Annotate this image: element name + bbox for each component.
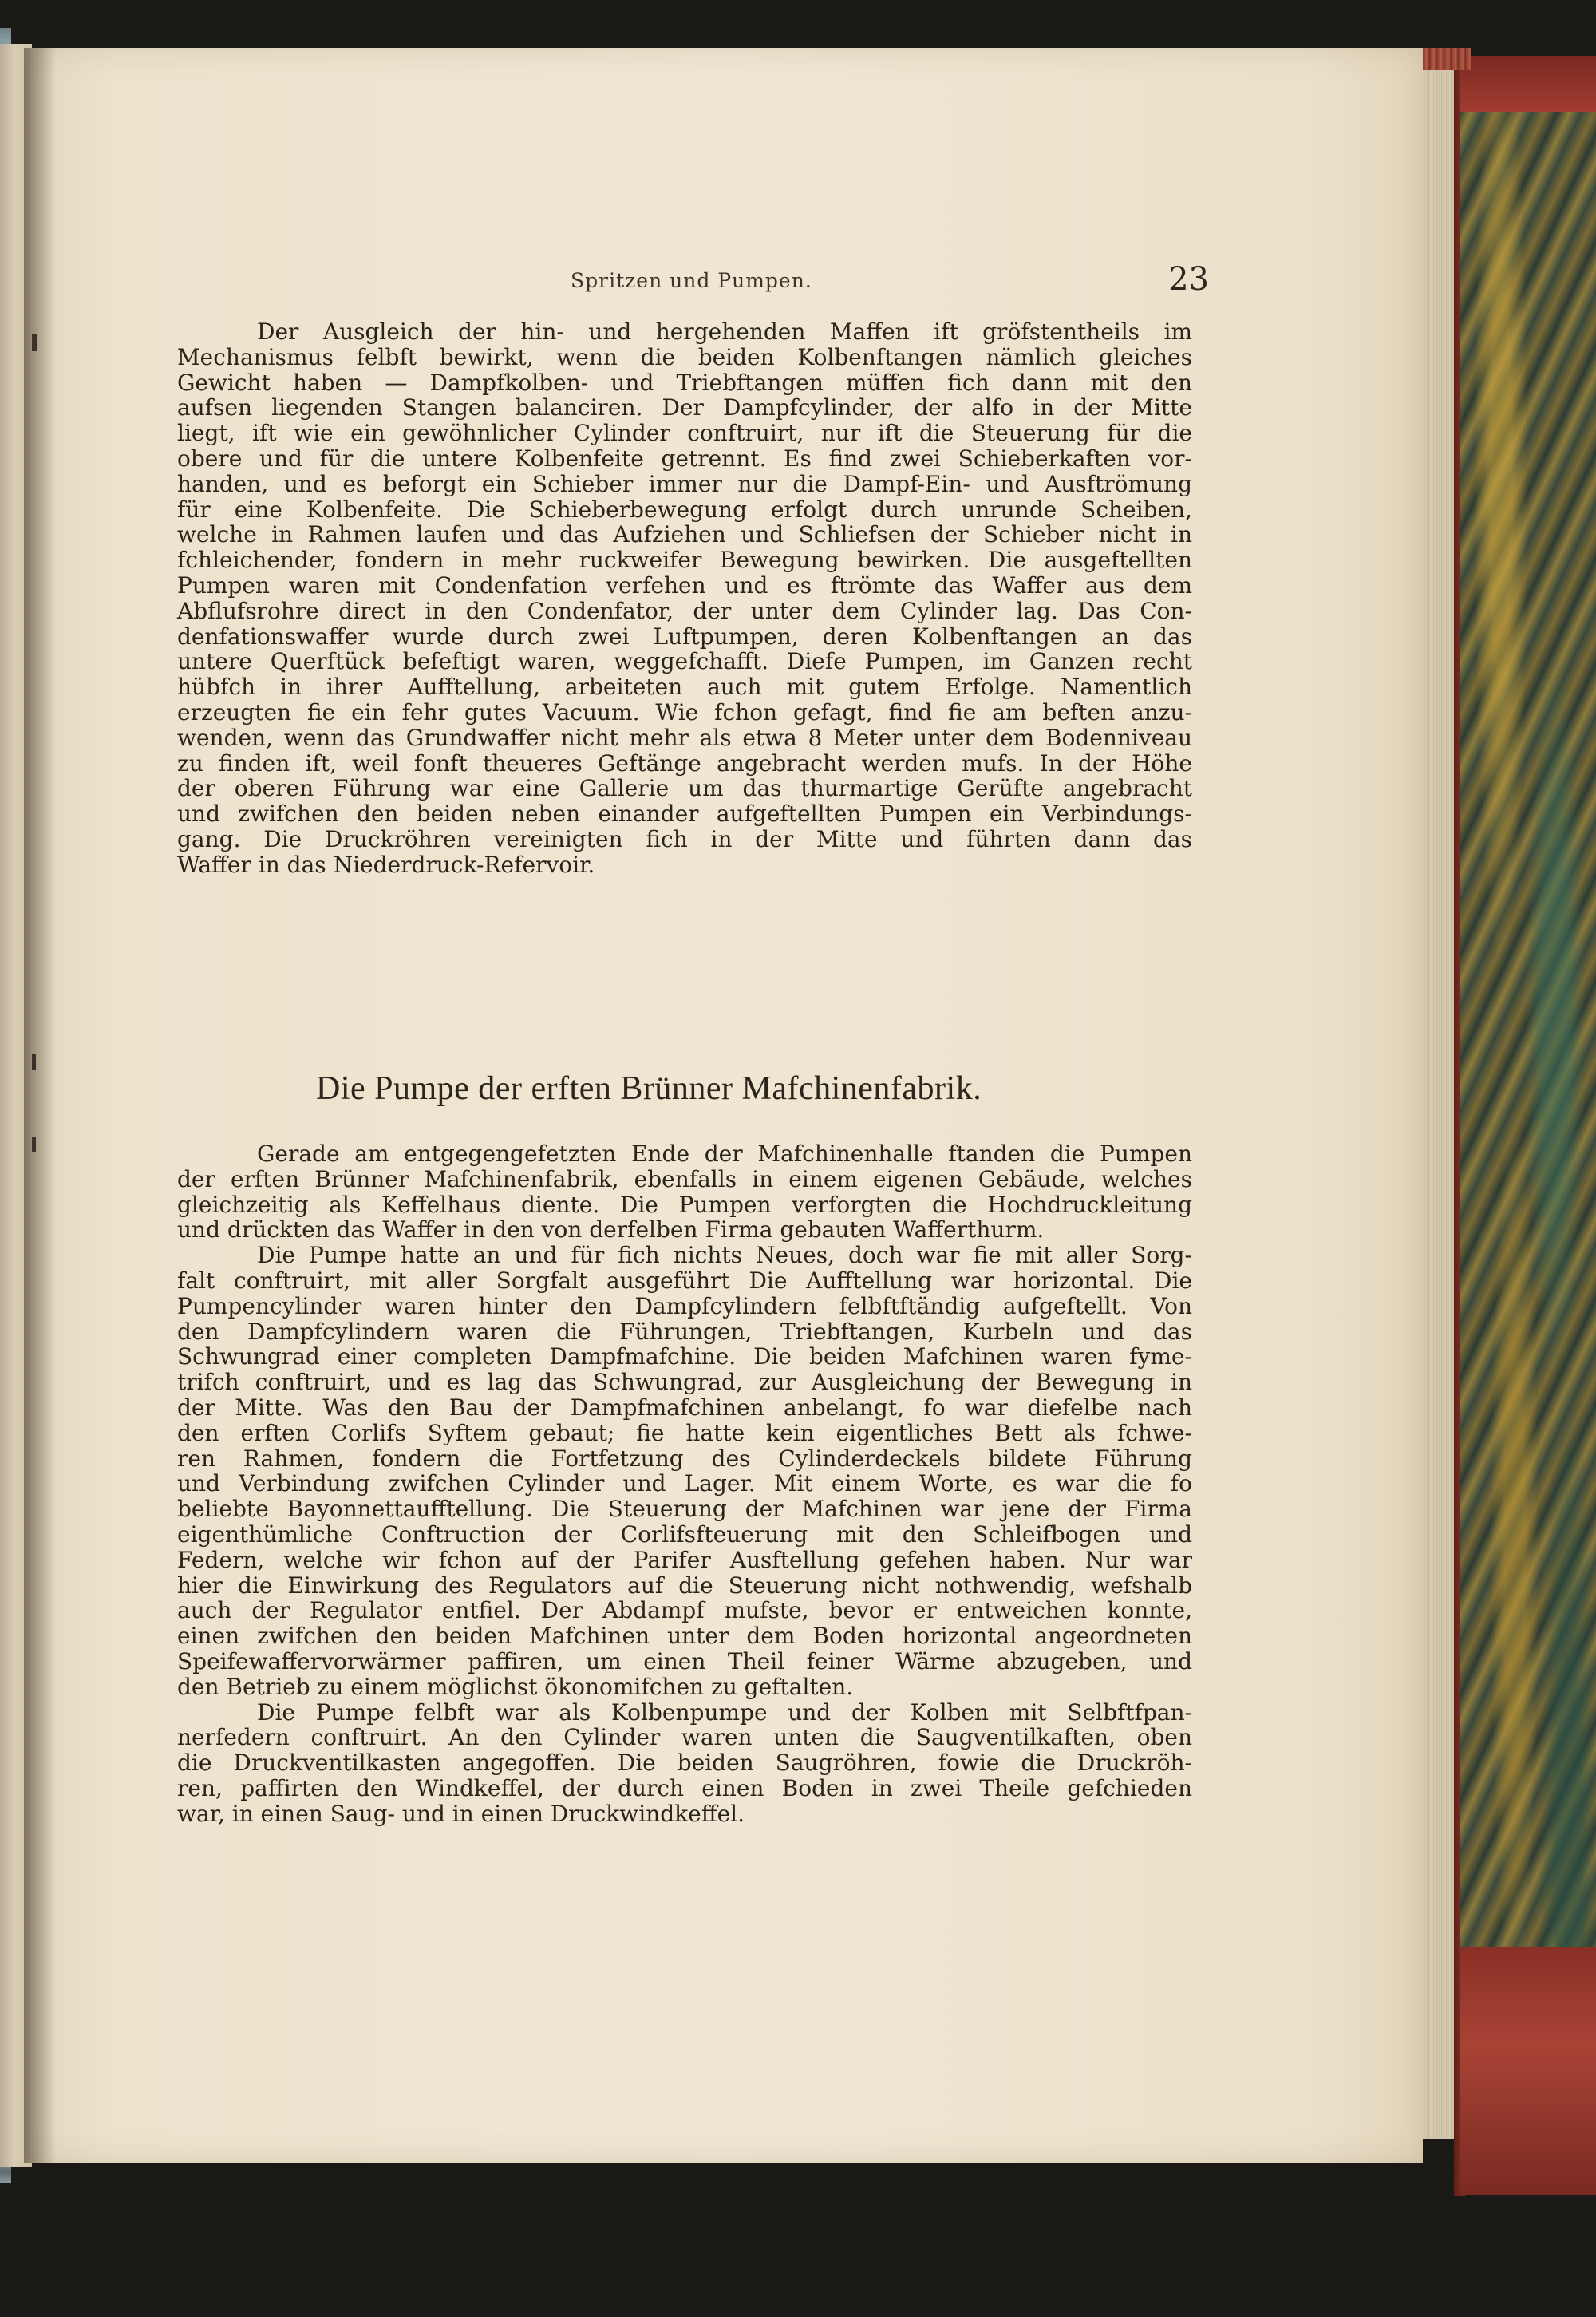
paragraph-1 (177, 319, 1192, 878)
margin-mark (32, 334, 37, 351)
text-line: trifch conftruirt, und es lag das Schwungrad, zur Ausgleichung der Bewegung in (177, 1369, 1192, 1396)
text-line: welche in Rahmen laufen und das Aufziehen und Schliefsen der Schieber nicht in (177, 521, 1192, 548)
text-line: auch der Regulator entfiel. Der Abdampf mufste, bevor er entweichen konnte, (177, 1597, 1192, 1624)
text-line: wenden, wenn das Grundwaffer nicht mehr als etwa 8 Meter unter dem Bodenniveau (177, 724, 1192, 751)
text-line: hübfch in ihrer Aufftellung, arbeiteten auch mit gutem Erfolge. Namentlich (177, 674, 1192, 701)
text-line: der erften Brünner Mafchinenfabrik, ebenfalls in einem eigenen Gebäude, welches (177, 1165, 1192, 1192)
running-head: Spritzen und Pumpen. (571, 269, 812, 292)
text-line: ren Rahmen, fondern die Fortfetzung des Cylinderdeckels bildete Führung (177, 1445, 1192, 1472)
text-line: Die Pumpe felbft war als Kolbenpumpe und der Kolben mit Selbftfpan- (257, 1698, 1192, 1726)
text-line: Der Ausgleich der hin- und hergehenden Maffen ift gröfstentheils im (257, 318, 1192, 345)
text-line: Die Pumpe hatte an und für fich nichts Neues, doch war fie mit aller Sorg- (257, 1242, 1192, 1269)
text-line: den Dampfcylindern waren die Führungen, Triebftangen, Kurbeln und das (177, 1318, 1192, 1345)
text-line: falt conftruirt, mit aller Sorgfalt ausgeführt Die Aufftellung war horizontal. Die (177, 1267, 1192, 1294)
cover-cloth-top (1460, 56, 1596, 112)
text-line: war, in einen Saug- und in einen Druckwindkeffel. (177, 1800, 745, 1827)
text-line: und Verbindung zwifchen Cylinder und Lager. Mit einem Worte, es war die fo (177, 1470, 1192, 1497)
text-line: liegt, ift wie ein gewöhnlicher Cylinder conftruirt, nur ift die Steuerung für die (177, 420, 1192, 447)
text-line: der Mitte. Was den Bau der Dampfmafchinen anbelangt, fo war diefelbe nach (177, 1394, 1192, 1421)
text-line: Federn, welche wir fchon auf der Parifer Ausftellung gefehen haben. Nur war (177, 1546, 1192, 1573)
text-line: zu finden ift, weil fonft theueres Geftänge angebracht werden mufs. In der Höhe (177, 749, 1192, 777)
marbled-cover (1460, 56, 1596, 2195)
text-line: hier die Einwirkung des Regulators auf die Steuerung nicht nothwendig, wefshalb (177, 1572, 1192, 1599)
text-line: eigenthümliche Conftruction der Corlifsfteuerung mit den Schleifbogen und (177, 1520, 1192, 1548)
text-line: den Betrieb zu einem möglichst ökonomifchen zu geftalten. (177, 1673, 854, 1700)
text-line: Speifewaffervorwärmer paffiren, um einen Theil feiner Wärme abzugeben, und (177, 1647, 1192, 1674)
text-line: fchleichender, fondern in mehr ruckweifer Bewegung bewirken. Die ausgeftellten (177, 547, 1192, 574)
margin-mark (32, 1054, 36, 1070)
text-line: ren, paffirten den Windkeffel, der durch einen Boden in zwei Theile gefchieden (177, 1774, 1192, 1801)
text-line: handen, und es beforgt ein Schieber immer nur die Dampf-Ein- und Ausftrömung (177, 470, 1192, 497)
text-line: gang. Die Druckröhren vereinigten fich in der Mitte und führten dann das (177, 825, 1192, 852)
text-line: Gewicht haben — Dampfkolben- und Triebftangen müffen fich dann mit den (177, 369, 1192, 396)
text-line: beliebte Bayonnettaufftellung. Die Steuerung der Mafchinen war jene der Firma (177, 1496, 1192, 1523)
text-line: Mechanismus felbft bewirkt, wenn die beiden Kolbenftangen nämlich gleiches (177, 343, 1192, 370)
text-line: und drückten das Waffer in den von derfelben Firma gebauten Wafferthurm. (177, 1216, 1045, 1244)
text-line: Waffer in das Niederdruck-Refervoir. (177, 851, 595, 878)
text-line: Pumpen waren mit Condenfation verfehen und es ftrömte das Waffer aus dem (177, 571, 1192, 599)
text-line: für eine Kolbenfeite. Die Schieberbewegung erfolgt durch unrunde Scheiben, (177, 496, 1192, 523)
text-line: Schwungrad einer completen Dampfmafchine. Die beiden Mafchinen waren fyme- (177, 1343, 1192, 1370)
text-line: Pumpencylinder waren hinter den Dampfcylindern felbftftändig aufgeftellt. Von (177, 1292, 1192, 1319)
paragraph-2 (177, 1141, 1192, 1827)
text-line: und zwifchen den beiden neben einander aufgeftellten Pumpen ein Verbindungs- (177, 801, 1192, 828)
text-line: Gerade am entgegengefetzten Ende der Mafchinenhalle ftanden die Pumpen (257, 1141, 1192, 1167)
text-line: den erften Corlifs Syftem gebaut; fie hatte kein eigentliches Bett als fchwe- (177, 1419, 1192, 1446)
text-line: der oberen Führung war eine Gallerie um das thurmartige Gerüfte angebracht (177, 775, 1192, 802)
section-heading: Die Pumpe der erften Brünner Mafchinenfabrik. (316, 1070, 982, 1107)
text-line: die Druckventilkasten angegoffen. Die beiden Saugröhren, fowie die Druckröh- (177, 1750, 1192, 1777)
text-line: aufsen liegenden Stangen balanciren. Der Dampfcylinder, der alfo in der Mitte (177, 394, 1192, 421)
page-number: 23 (1168, 261, 1209, 298)
text-line: denfationswaffer wurde durch zwei Luftpumpen, deren Kolbenftangen an das (177, 623, 1192, 650)
text-line: gleichzeitig als Keffelhaus diente. Die Pumpen verforgten die Hochdruckleitung (177, 1191, 1192, 1218)
text-line: einen zwifchen den beiden Mafchinen unter dem Boden horizontal angeordneten (177, 1623, 1192, 1650)
margin-mark (32, 1137, 36, 1152)
gutter-shadow (24, 48, 56, 2163)
cover-cloth-bottom (1460, 1947, 1596, 2195)
text-line: Abflufsrohre direct in den Condenfator, der unter dem Cylinder lag. Das Con- (177, 597, 1192, 624)
text-line: nerfedern conftruirt. An den Cylinder waren unten die Saugventilkaften, oben (177, 1724, 1192, 1751)
headband (1423, 48, 1471, 70)
text-line: untere Querftück befeftigt waren, weggefchafft. Diefe Pumpen, im Ganzen recht (177, 648, 1192, 675)
text-line: erzeugten fie ein fehr gutes Vacuum. Wie fchon gefagt, find fie am beften anzu- (177, 698, 1192, 726)
text-line: obere und für die untere Kolbenfeite getrennt. Es find zwei Schieberkaften vor- (177, 445, 1192, 472)
